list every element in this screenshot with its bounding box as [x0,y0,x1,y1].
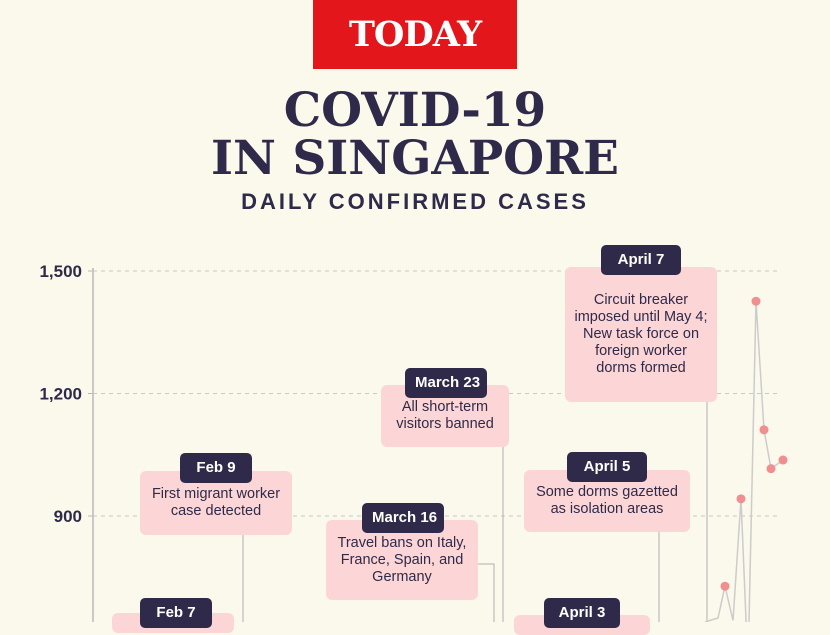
annotation-date-badge: March 23 [405,368,487,398]
page-subtitle: DAILY CONFIRMED CASES [241,189,589,214]
annotation-text: All short-term visitors banned [381,385,509,447]
data-point [721,582,730,591]
annotation-text: Some dorms gazetted as isolation areas [524,470,690,532]
annotation-date-badge: Feb 9 [180,453,252,483]
page-title-line2: IN SINGAPORE [211,131,619,186]
annotation-date-badge: March 16 [362,503,444,533]
page-title-line1: COVID-19 [283,83,547,138]
y-tick-label: 1,200 [39,384,82,404]
annotation-text: First migrant worker case detected [140,471,292,535]
annotation-date-badge: Feb 7 [140,598,212,628]
data-point [752,297,761,306]
annotation-text: Travel bans on Italy, France, Spain, and Germany [326,520,478,600]
y-tick-label: 1,500 [39,262,82,281]
y-tick-label: 900 [53,507,82,526]
annotation-text: Circuit breaker imposed until May 4; New task force on foreign worker dorms formed [565,267,717,402]
data-point [760,425,769,434]
data-point [779,456,788,465]
annotation-date-badge: April 7 [601,245,681,275]
annotation-leader-line [478,564,494,622]
annotation-date-badge: April 3 [544,598,620,628]
data-point [767,464,776,473]
annotation-date-badge: April 5 [567,452,647,482]
today-logo: TODAY [313,0,517,69]
data-point [737,494,746,503]
